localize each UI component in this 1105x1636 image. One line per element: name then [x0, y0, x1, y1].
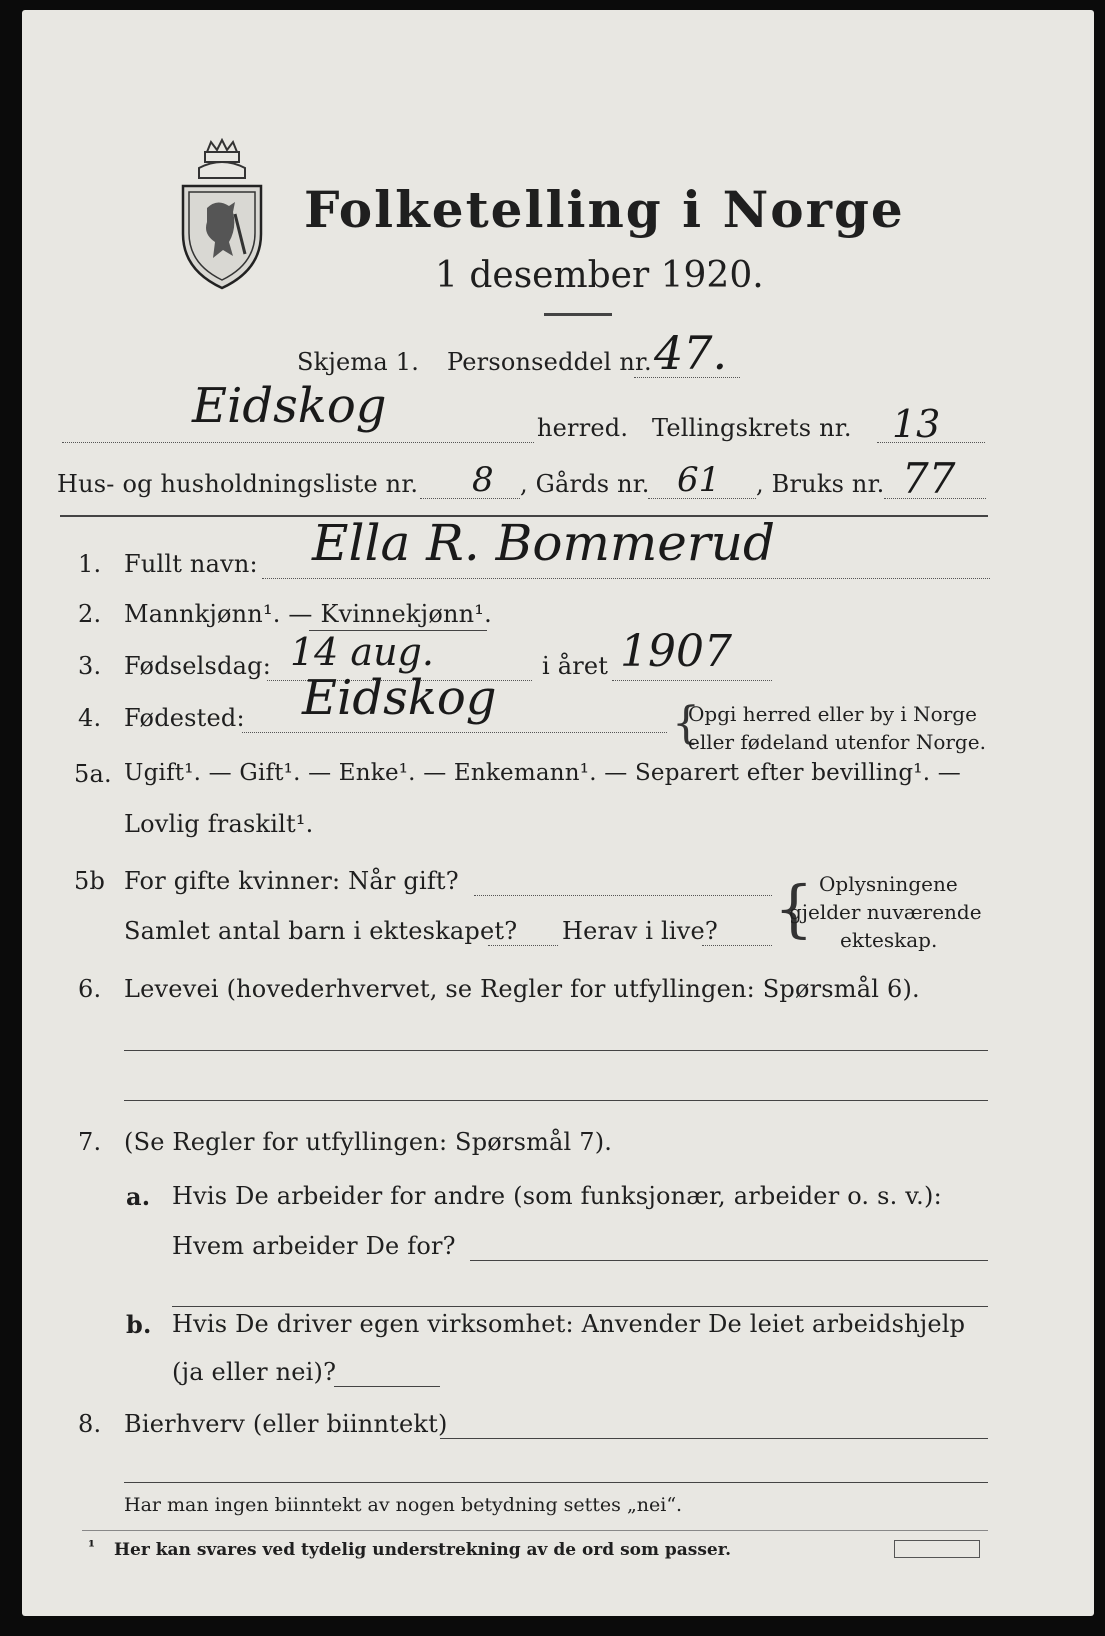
printer-stamp	[894, 1540, 980, 1558]
occupation-field-1[interactable]	[124, 1050, 988, 1051]
q5b-alive: Herav i live?	[562, 917, 718, 945]
hired-help-field[interactable]	[334, 1386, 440, 1387]
q5b-number: 5b	[74, 867, 106, 895]
birthplace-field[interactable]	[242, 732, 667, 733]
q4-note-line1: Opgi herred eller by i Norge	[688, 702, 977, 726]
alive-field[interactable]	[702, 945, 772, 946]
married-when-field[interactable]	[474, 895, 772, 896]
form-date: 1 desember 1920.	[435, 255, 764, 296]
q2-number: 2.	[78, 600, 102, 628]
birthday-value: 14 aug.	[290, 630, 434, 674]
q6-number: 6.	[78, 975, 102, 1003]
q1-label: Fullt navn:	[124, 550, 258, 578]
birth-year-field[interactable]	[612, 680, 772, 681]
q4-note-line2: eller fødeland utenfor Norge.	[688, 730, 986, 754]
birth-year-value: 1907	[620, 626, 732, 677]
occupation-field-2[interactable]	[124, 1100, 988, 1101]
gards-value: 61	[677, 460, 721, 500]
q7a-line1: Hvis De arbeider for andre (som funksjonær, arbeider o. s. v.):	[172, 1182, 942, 1210]
footer-divider	[82, 1530, 988, 1531]
q3-label: Fødselsdag:	[124, 652, 271, 680]
side-income-field-2[interactable]	[124, 1482, 988, 1483]
schema-label: Skjema 1.	[297, 348, 420, 376]
q7-label: (Se Regler for utfyllingen: Spørsmål 7).	[124, 1128, 613, 1156]
herred-value: Eidskog	[192, 378, 387, 434]
gender-options: Mannkjønn¹. — Kvinnekjønn¹.	[124, 600, 492, 628]
herred-field[interactable]	[62, 442, 534, 443]
q4-number: 4.	[78, 704, 102, 732]
q8-label: Bierhverv (eller biinntekt)	[124, 1410, 448, 1438]
q7a-number: a.	[126, 1182, 151, 1211]
side-income-field[interactable]	[440, 1438, 988, 1439]
hus-field[interactable]	[420, 498, 520, 499]
brace: {	[672, 698, 700, 749]
footnote-number: ¹	[88, 1537, 96, 1556]
marital-options-cont: Lovlig fraskilt¹.	[124, 810, 314, 838]
coat-of-arms-icon	[177, 138, 267, 290]
bruks-label: , Bruks nr.	[756, 470, 885, 498]
birthplace-value: Eidskog	[302, 670, 497, 726]
q5a-number: 5a.	[74, 760, 112, 788]
personseddel-label: Personseddel nr.	[447, 348, 652, 376]
children-field[interactable]	[488, 945, 558, 946]
brace-5b: {	[774, 872, 814, 945]
hus-value: 8	[472, 460, 494, 500]
footer-note: Har man ingen biinntekt av nogen betydning settes „nei“.	[124, 1494, 683, 1516]
employer-field[interactable]	[470, 1260, 988, 1261]
hus-label: Hus- og husholdningsliste nr.	[57, 470, 419, 498]
bruks-value: 77	[902, 454, 956, 503]
full-name-value: Ella R. Bommerud	[312, 514, 775, 572]
q4-label: Fødested:	[124, 704, 245, 732]
divider	[544, 313, 612, 316]
q6-label: Levevei (hovederhvervet, se Regler for utfyllingen: Spørsmål 6).	[124, 975, 920, 1003]
footnote-text: Her kan svares ved tydelig understrekning av de ord som passer.	[114, 1540, 732, 1560]
q3-number: 3.	[78, 652, 102, 680]
tellingskrets-label: Tellingskrets nr.	[652, 414, 852, 442]
q5b-married-when: For gifte kvinner: Når gift?	[124, 867, 459, 895]
census-form	[22, 10, 1094, 1616]
q7b-line2: (ja eller nei)?	[172, 1358, 337, 1386]
q1-number: 1.	[78, 550, 102, 578]
year-label: i året	[542, 652, 609, 680]
employer-field-2[interactable]	[172, 1306, 988, 1307]
gards-label: , Gårds nr.	[520, 470, 650, 498]
q7a-line2: Hvem arbeider De for?	[172, 1232, 456, 1260]
herred-label: herred.	[537, 414, 629, 442]
q5b-note-line3: ekteskap.	[840, 928, 938, 952]
full-name-field[interactable]	[262, 578, 990, 579]
q7-number: 7.	[78, 1128, 102, 1156]
q7b-line1: Hvis De driver egen virksomhet: Anvender De leiet arbeidshjelp	[172, 1310, 966, 1338]
personseddel-value: 47.	[654, 326, 728, 380]
q7b-number: b.	[126, 1310, 152, 1339]
tellingskrets-value: 13	[892, 402, 941, 446]
q8-number: 8.	[78, 1410, 102, 1438]
q5b-note-line1: Oplysningene	[819, 872, 958, 896]
q5b-note-line2: gjelder nuværende	[789, 900, 982, 924]
form-title: Folketelling i Norge	[304, 180, 905, 239]
marital-options: Ugift¹. — Gift¹. — Enke¹. — Enkemann¹. — Separert efter bevilling¹. —	[124, 760, 961, 786]
q5b-children: Samlet antal barn i ekteskapet?	[124, 917, 518, 945]
